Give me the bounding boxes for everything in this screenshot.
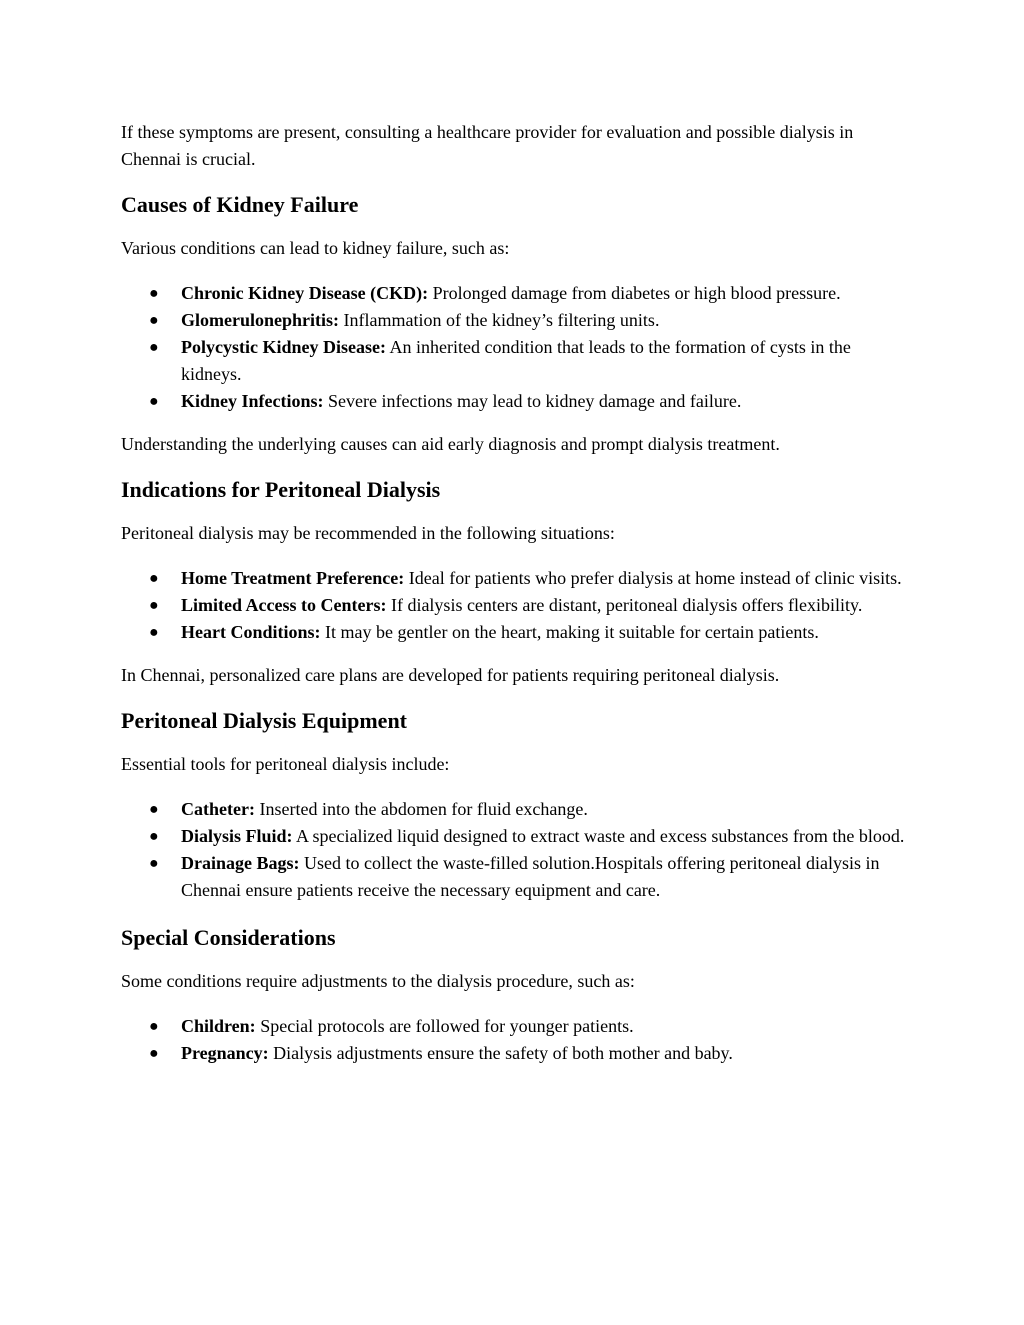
list-item-text: It may be gentler on the heart, making it suitable for certain patients.: [320, 622, 819, 642]
list-item-text: An inherited condition that leads to the formation of cysts in the kidneys.: [181, 337, 851, 384]
list-item-term: Polycystic Kidney Disease:: [181, 337, 386, 357]
list-item-term: Heart Conditions:: [181, 622, 321, 642]
list-item-text: Inflammation of the kidney’s filtering units.: [339, 310, 660, 330]
list-item-text: Special protocols are followed for younger patients.: [255, 1016, 634, 1036]
bullet-icon: ●: [149, 393, 159, 410]
bullet-list: [121, 280, 911, 415]
bullet-icon: ●: [149, 1018, 159, 1035]
bullet-list: [121, 565, 911, 646]
bullet-list: [121, 1013, 911, 1067]
list-item: [121, 334, 911, 388]
document-page: [121, 119, 911, 1067]
bullet-icon: ●: [149, 801, 159, 818]
list-item: [121, 280, 911, 307]
section-heading-equipment: Peritoneal Dialysis Equipment: [121, 708, 408, 733]
list-item-text: If dialysis centers are distant, peritoneal dialysis offers flexibility.: [386, 595, 863, 615]
bullet-list: [121, 796, 911, 904]
bullet-icon: ●: [149, 570, 159, 587]
list-item-term: Chronic Kidney Disease (CKD):: [181, 283, 429, 303]
list-item-term: Pregnancy:: [181, 1043, 269, 1063]
list-item: [121, 1040, 911, 1067]
list-item-text: Inserted into the abdomen for fluid exchange.: [254, 799, 588, 819]
bullet-icon: ●: [149, 828, 159, 845]
list-item: [121, 565, 911, 592]
list-item: [121, 388, 911, 415]
section-heading-indications: Indications for Peritoneal Dialysis: [121, 477, 441, 502]
list-item: [121, 796, 911, 823]
list-item-term: Limited Access to Centers:: [181, 595, 387, 615]
list-item-text: Used to collect the waste-filled solution.Hospitals offering peritoneal dialysis in Chennai ensure patients receive the necessary equipment and care.: [181, 853, 880, 900]
section-closing: Understanding the underlying causes can aid early diagnosis and prompt dialysis treatment.: [121, 434, 780, 454]
bullet-icon: ●: [149, 624, 159, 641]
list-item-term: Kidney Infections:: [181, 391, 324, 411]
list-item: [121, 307, 911, 334]
list-item-term: Glomerulonephritis:: [181, 310, 339, 330]
bullet-icon: ●: [149, 285, 159, 302]
list-item: [121, 619, 911, 646]
section-lead: Peritoneal dialysis may be recommended in the following situations:: [121, 523, 615, 543]
section-lead: Some conditions require adjustments to the dialysis procedure, such as:: [121, 971, 635, 991]
section-heading-special-considerations: Special Considerations: [121, 925, 336, 950]
list-item-text: Dialysis adjustments ensure the safety of both mother and baby.: [268, 1043, 733, 1063]
section-lead: Various conditions can lead to kidney failure, such as:: [121, 238, 510, 258]
section-heading-causes: Causes of Kidney Failure: [121, 192, 359, 217]
bullet-icon: ●: [149, 1045, 159, 1062]
bullet-icon: ●: [149, 597, 159, 614]
intro-paragraph: If these symptoms are present, consulting a healthcare provider for evaluation and possible dialysis in Chennai is crucial.: [121, 122, 854, 169]
list-item-text: Ideal for patients who prefer dialysis at home instead of clinic visits.: [404, 568, 902, 588]
list-item-term: Dialysis Fluid:: [181, 826, 293, 846]
bullet-icon: ●: [149, 312, 159, 329]
list-item: [121, 823, 911, 850]
list-item-term: Catheter:: [181, 799, 255, 819]
section-lead: Essential tools for peritoneal dialysis include:: [121, 754, 450, 774]
list-item-term: Home Treatment Preference:: [181, 568, 405, 588]
list-item-text: Severe infections may lead to kidney damage and failure.: [323, 391, 742, 411]
list-item-term: Children:: [181, 1016, 256, 1036]
list-item: [121, 1013, 911, 1040]
section-closing: In Chennai, personalized care plans are developed for patients requiring peritoneal dialysis.: [121, 665, 780, 685]
list-item: [121, 592, 911, 619]
bullet-icon: ●: [149, 855, 159, 872]
list-item-text: Prolonged damage from diabetes or high blood pressure.: [428, 283, 841, 303]
list-item: [121, 850, 911, 904]
bullet-icon: ●: [149, 339, 159, 356]
list-item-term: Drainage Bags:: [181, 853, 300, 873]
list-item-text: A specialized liquid designed to extract waste and excess substances from the blood.: [292, 826, 905, 846]
